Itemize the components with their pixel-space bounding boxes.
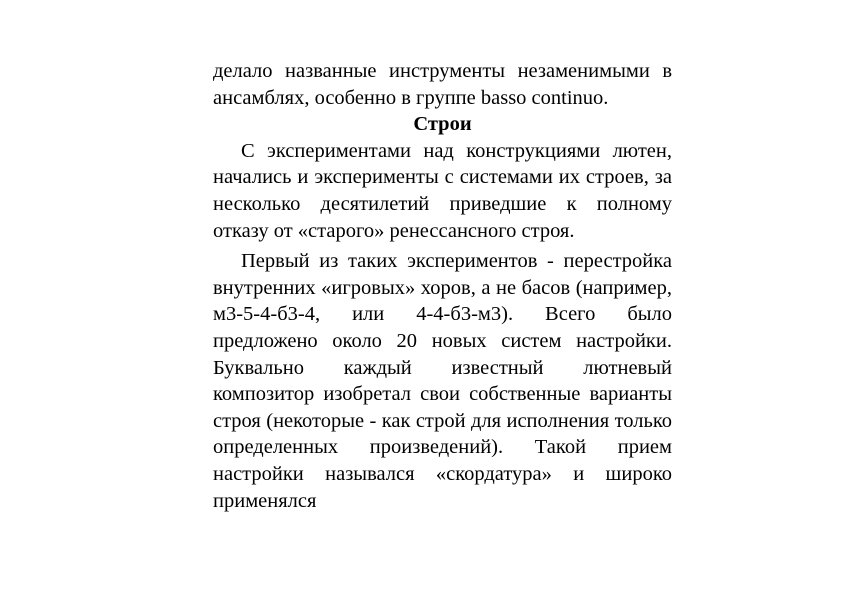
body-paragraph-2: Первый из таких экспериментов - перестройка внутренних «игровых» хоров, а не басов (например, м3-5-4-б3-4, или 4-4-б3-м3). Всего было предложено около 20 новых систем настройки. Буквально каждый известный лютневый композитор изобретал свои собственные варианты строя (некоторые - как строй для исполнения только определенных произведений). Такой прием настройки назывался «скордатура» и широко применялся — [213, 250, 672, 512]
body-paragraph-1: С экспериментами над конструкциями лютен, начались и эксперименты с системами их строев, за несколько десятилетий приведшие к полному отказу от «старого» ренессансного строя. — [213, 139, 672, 242]
continuation-paragraph: делало названные инструменты незаменимыми в ансамблях, особенно в группе basso continuo. — [213, 60, 672, 109]
text-column — [213, 58, 672, 514]
section-heading: Строи — [413, 113, 472, 136]
